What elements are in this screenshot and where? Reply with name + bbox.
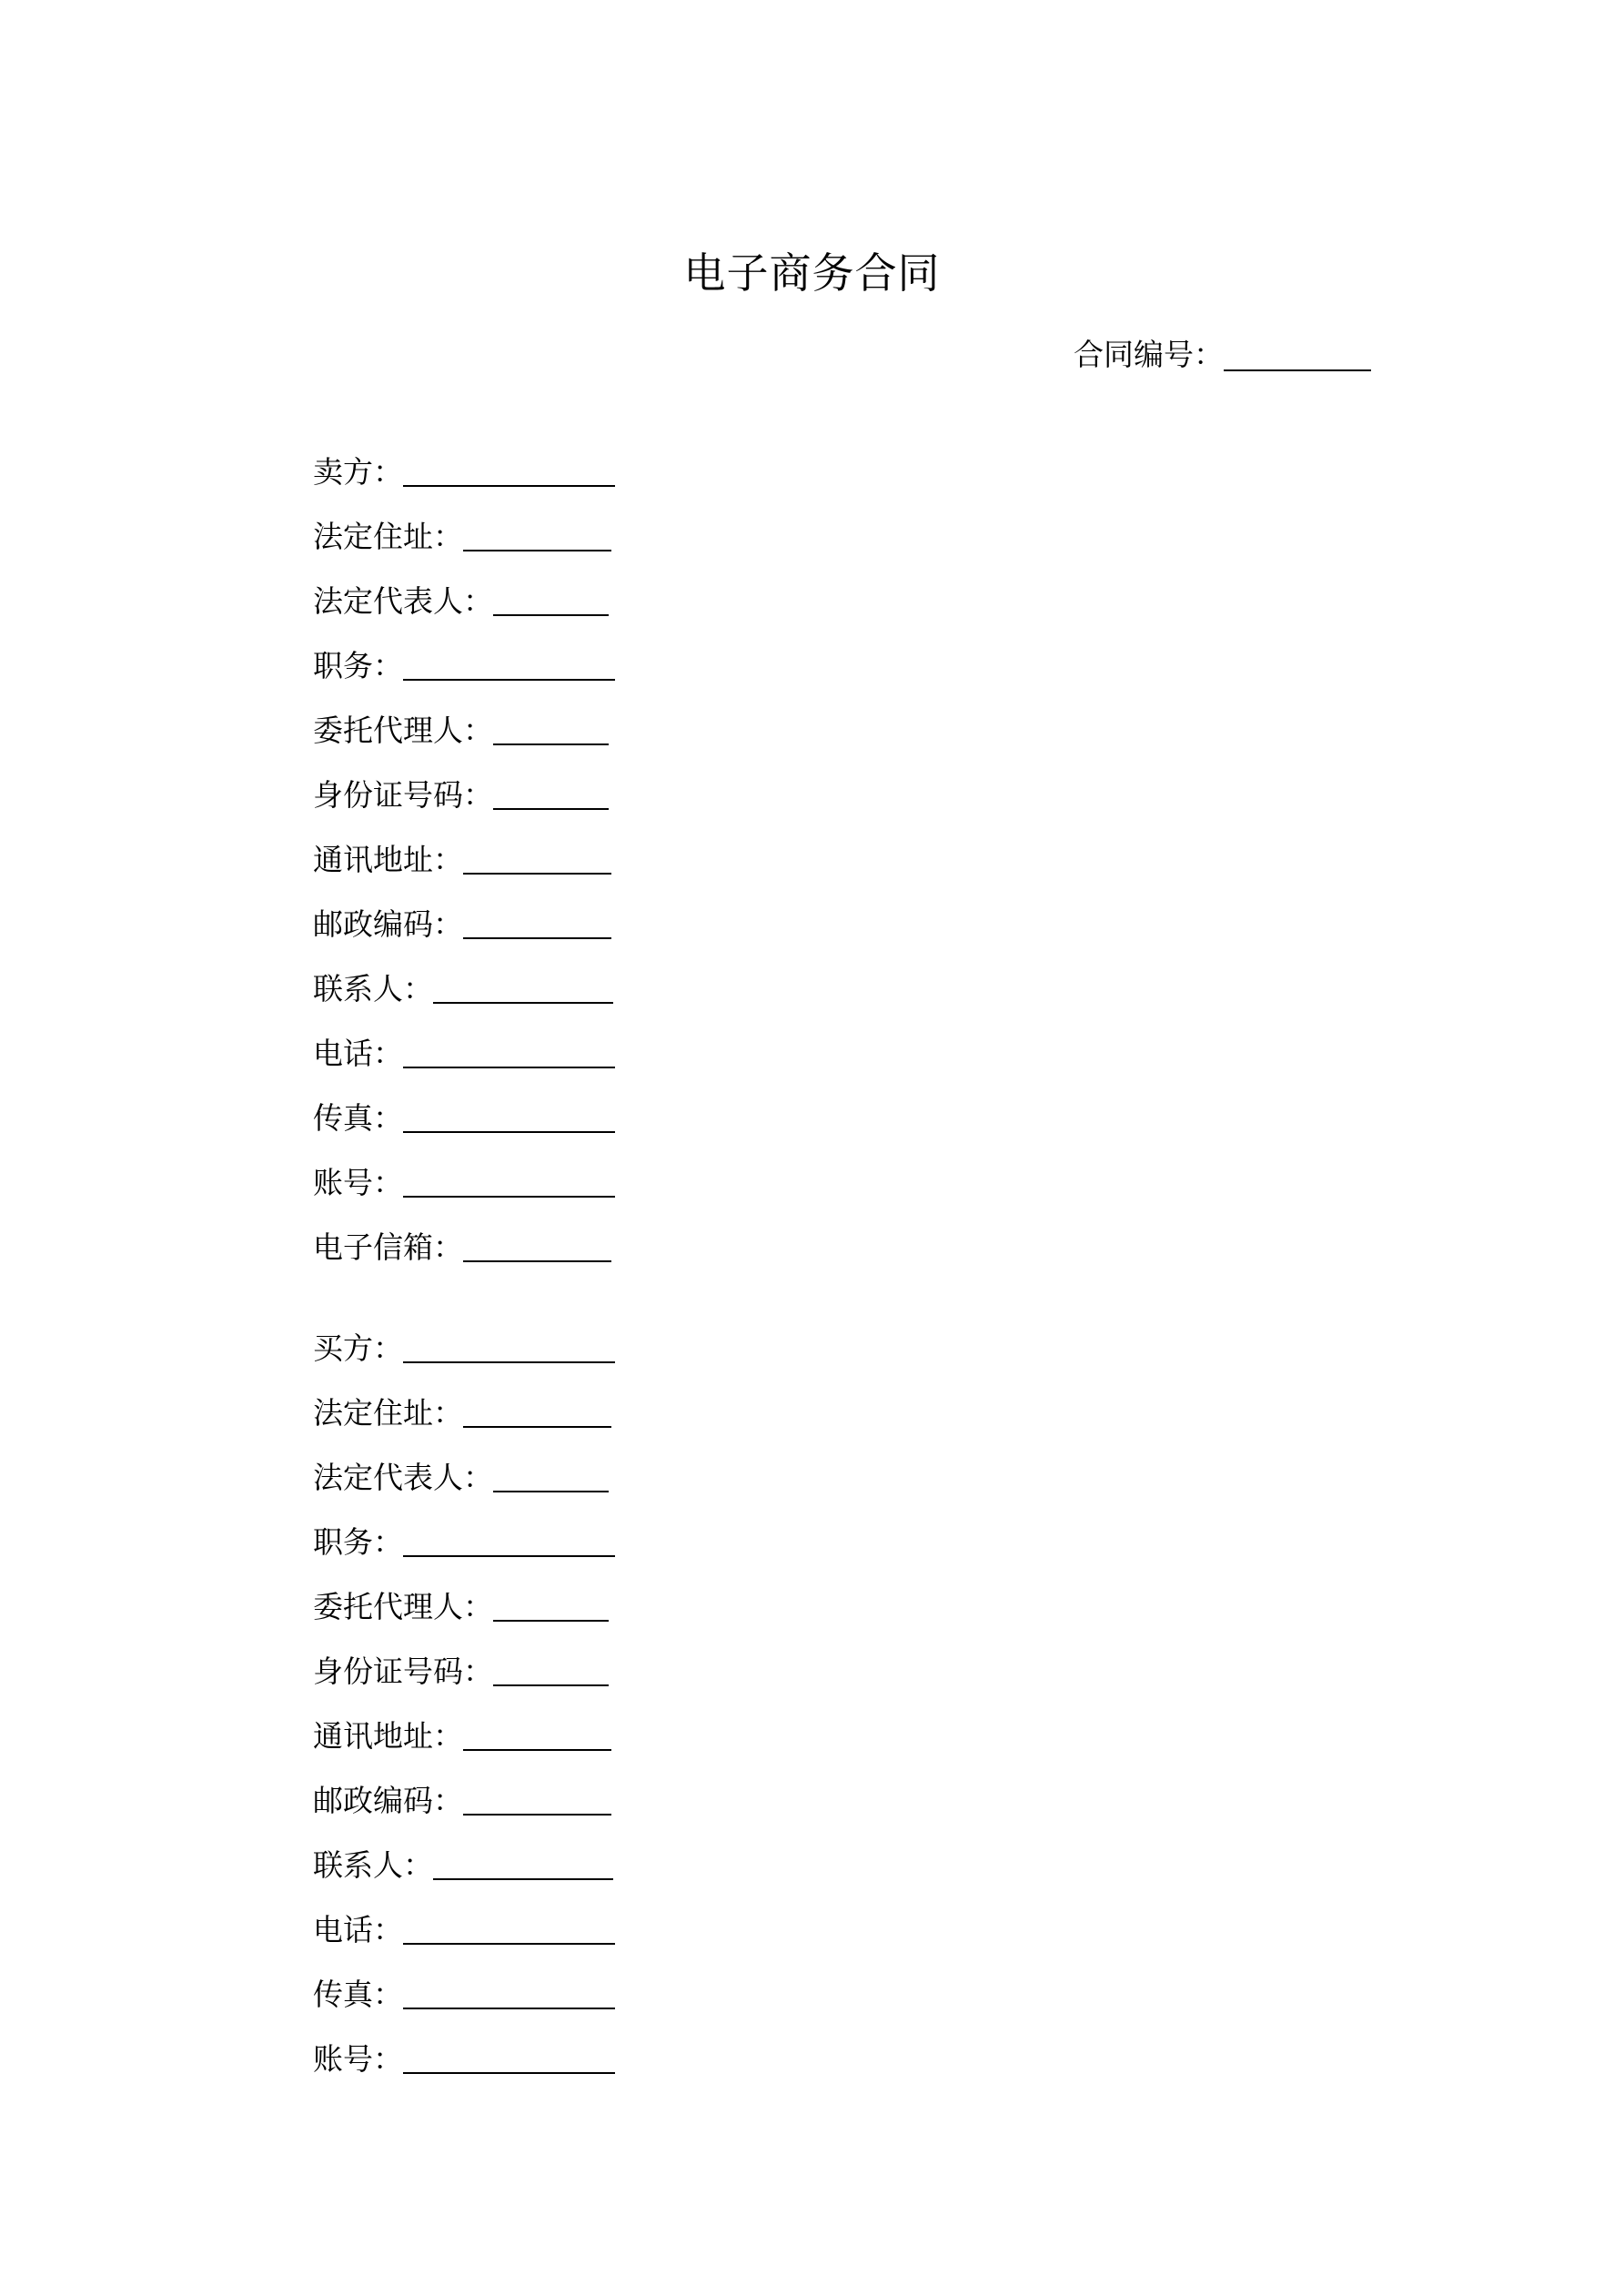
field-blank[interactable]: [493, 716, 609, 745]
buyer-field: [313, 2015, 615, 2079]
seller-field: [313, 880, 615, 945]
seller-field: [313, 751, 615, 815]
buyer-field: [313, 1692, 615, 1756]
field-blank[interactable]: [403, 1980, 615, 2009]
field-blank[interactable]: [463, 1399, 611, 1428]
field-label: 委托代理人：: [313, 713, 493, 748]
buyer-field: [313, 1304, 615, 1369]
field-label: 电子信箱：: [313, 1229, 463, 1265]
field-label: 通讯地址：: [313, 842, 463, 877]
field-blank[interactable]: [403, 1916, 615, 1945]
buyer-field: [313, 1886, 615, 1950]
field-blank[interactable]: [463, 1722, 611, 1751]
field-blank[interactable]: [493, 1657, 609, 1686]
buyer-field: [313, 1821, 615, 1886]
field-blank[interactable]: [403, 1104, 615, 1133]
seller-field: [313, 428, 615, 492]
field-label: 法定住址：: [313, 1395, 463, 1431]
field-label: 传真：: [313, 1977, 403, 2012]
buyer-field: [313, 1498, 615, 1563]
field-label: 联系人：: [313, 1847, 433, 1883]
field-blank[interactable]: [463, 1233, 611, 1262]
seller-field: [313, 1138, 615, 1203]
field-blank[interactable]: [493, 781, 609, 810]
field-label: 卖方：: [313, 454, 403, 490]
field-blank[interactable]: [403, 2045, 615, 2074]
seller-field: [313, 1009, 615, 1074]
contract-number-blank[interactable]: [1224, 339, 1371, 371]
field-blank[interactable]: [493, 1463, 609, 1492]
field-blank[interactable]: [433, 975, 613, 1004]
field-label: 联系人：: [313, 971, 433, 1006]
field-blank[interactable]: [403, 1528, 615, 1557]
field-label: 法定住址：: [313, 519, 463, 554]
field-blank[interactable]: [463, 845, 611, 875]
seller-field: [313, 622, 615, 686]
buyer-field: [313, 1627, 615, 1692]
buyer-section: [313, 1304, 615, 2079]
buyer-field: [313, 1563, 615, 1627]
field-label: 身份证号码：: [313, 1654, 493, 1689]
field-label: 职务：: [313, 648, 403, 683]
field-blank[interactable]: [463, 910, 611, 939]
buyer-field: [313, 1950, 615, 2015]
field-label: 法定代表人：: [313, 583, 493, 619]
field-blank[interactable]: [463, 1786, 611, 1816]
field-label: 电话：: [313, 1912, 403, 1947]
field-blank[interactable]: [403, 652, 615, 681]
contract-number-row: [1074, 335, 1371, 375]
field-label: 账号：: [313, 1165, 403, 1200]
field-blank[interactable]: [403, 1168, 615, 1198]
field-label: 邮政编码：: [313, 906, 463, 942]
field-label: 传真：: [313, 1100, 403, 1136]
seller-section: [313, 428, 615, 1268]
field-label: 账号：: [313, 2041, 403, 2077]
field-blank[interactable]: [493, 1593, 609, 1622]
field-blank[interactable]: [403, 1334, 615, 1363]
document-title: 电子商务合同: [683, 248, 941, 298]
seller-field: [313, 492, 615, 557]
field-blank[interactable]: [403, 1039, 615, 1068]
field-label: 邮政编码：: [313, 1783, 463, 1818]
contract-number-label: 合同编号：: [1074, 337, 1224, 372]
seller-field: [313, 945, 615, 1009]
field-blank[interactable]: [433, 1851, 613, 1880]
field-label: 通讯地址：: [313, 1718, 463, 1754]
field-blank[interactable]: [403, 458, 615, 487]
field-label: 职务：: [313, 1524, 403, 1560]
buyer-field: [313, 1369, 615, 1433]
field-label: 电话：: [313, 1036, 403, 1071]
buyer-field: [313, 1433, 615, 1498]
field-label: 买方：: [313, 1330, 403, 1366]
seller-field: [313, 1203, 615, 1268]
field-label: 委托代理人：: [313, 1589, 493, 1624]
field-label: 身份证号码：: [313, 777, 493, 813]
field-blank[interactable]: [463, 522, 611, 551]
seller-field: [313, 1074, 615, 1138]
seller-field: [313, 686, 615, 751]
field-blank[interactable]: [493, 587, 609, 616]
seller-field: [313, 815, 615, 880]
field-label: 法定代表人：: [313, 1460, 493, 1495]
buyer-field: [313, 1756, 615, 1821]
seller-field: [313, 557, 615, 622]
